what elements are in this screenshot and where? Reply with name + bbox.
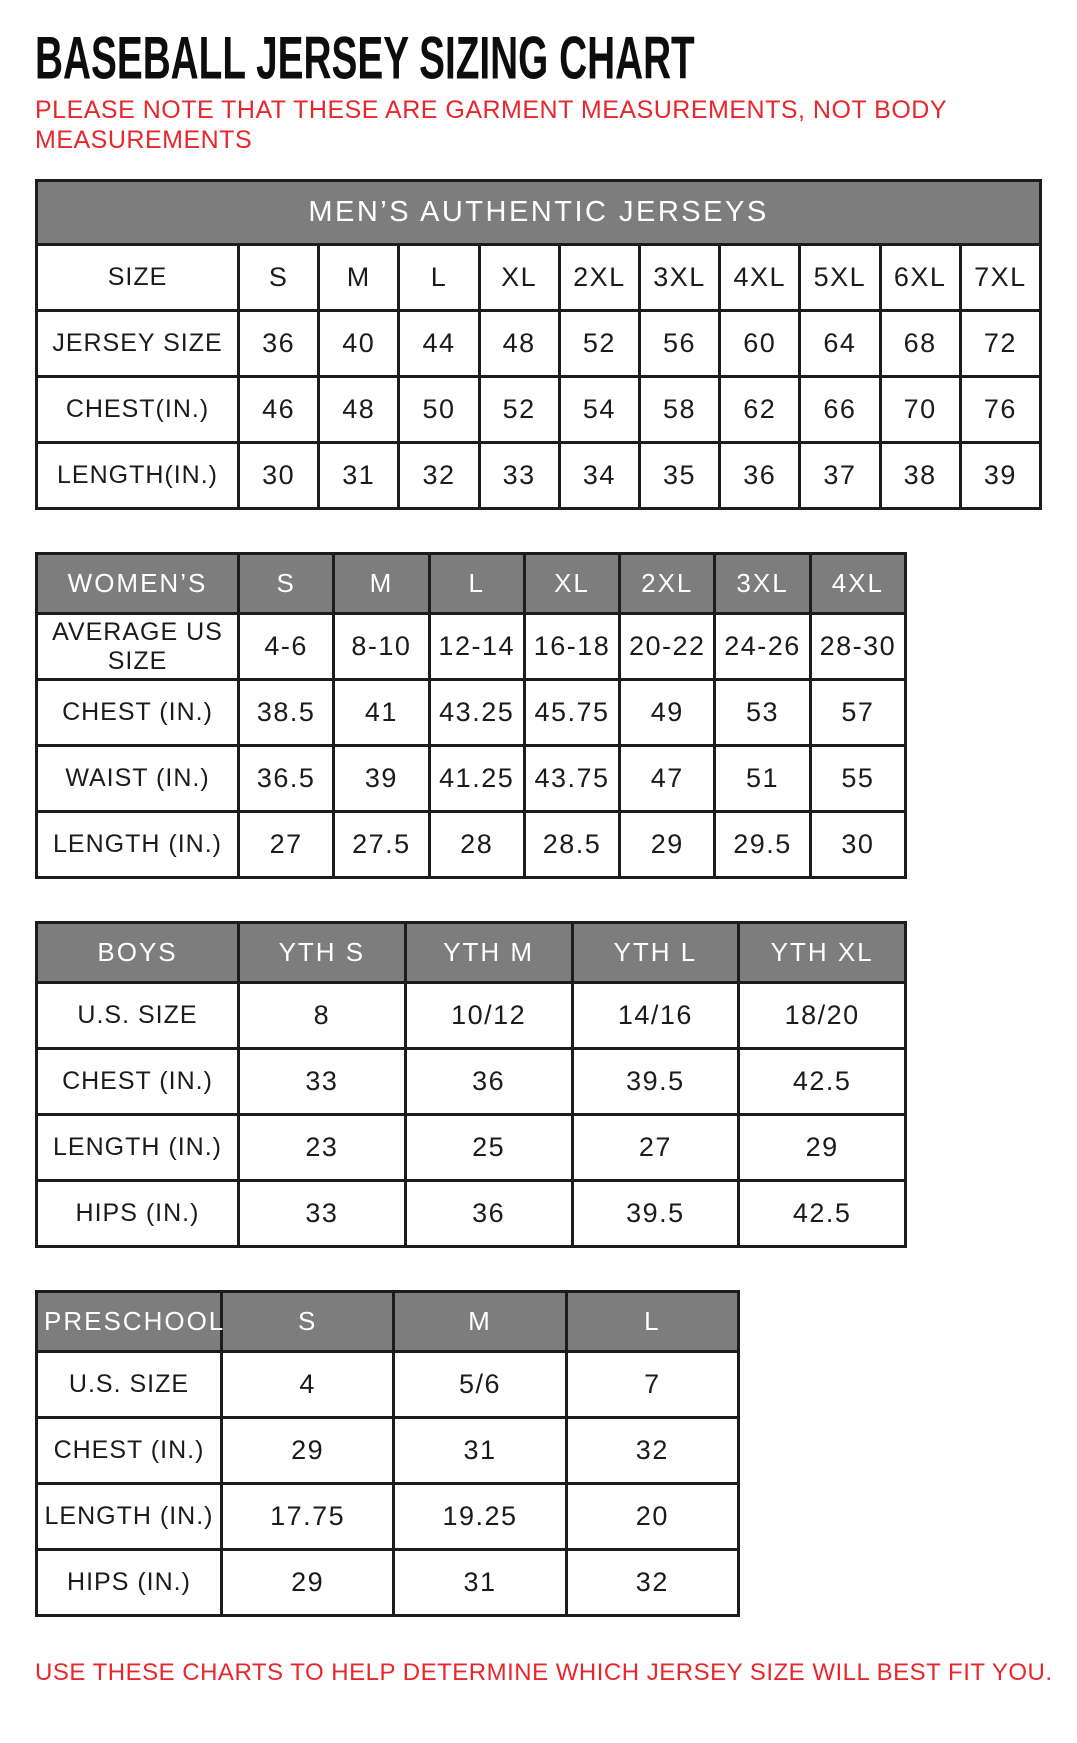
size-column-header: XL xyxy=(524,554,619,614)
measurement-cell: 29.5 xyxy=(715,812,810,878)
measurement-cell: XL xyxy=(479,245,559,311)
measurement-cell: 36 xyxy=(720,443,800,509)
row-label: CHEST(IN.) xyxy=(37,377,239,443)
measurement-cell: 58 xyxy=(639,377,719,443)
measurement-cell: 19.25 xyxy=(394,1484,566,1550)
measurement-cell: 10/12 xyxy=(405,983,572,1049)
measurement-cell: 36 xyxy=(405,1181,572,1247)
table-row xyxy=(37,746,906,812)
title-wrap xyxy=(35,24,1042,93)
row-label: U.S. SIZE xyxy=(37,983,239,1049)
table-row xyxy=(37,1550,739,1616)
row-label: HIPS (IN.) xyxy=(37,1550,222,1616)
table-banner: MEN’S AUTHENTIC JERSEYS xyxy=(37,181,1041,245)
measurement-cell: 39 xyxy=(960,443,1040,509)
boys-sizing-table xyxy=(35,921,907,1248)
page-title: BASEBALL JERSEY SIZING CHART xyxy=(35,25,695,93)
table-row xyxy=(37,1484,739,1550)
measurement-cell: 72 xyxy=(960,311,1040,377)
table-header-row xyxy=(37,923,906,983)
measurement-cell: 42.5 xyxy=(739,1049,906,1115)
measurement-cell: 14/16 xyxy=(572,983,739,1049)
measurement-cell: 60 xyxy=(720,311,800,377)
row-label: U.S. SIZE xyxy=(37,1352,222,1418)
measurement-cell: 42.5 xyxy=(739,1181,906,1247)
measurement-cell: 36.5 xyxy=(239,746,334,812)
measurement-cell: 27 xyxy=(239,812,334,878)
measurement-cell: 5XL xyxy=(800,245,880,311)
row-label: LENGTH (IN.) xyxy=(37,1484,222,1550)
measurement-cell: S xyxy=(239,245,319,311)
measurement-cell: 38.5 xyxy=(239,680,334,746)
table-row xyxy=(37,1115,906,1181)
measurement-cell: 57 xyxy=(810,680,905,746)
measurement-cell: 25 xyxy=(405,1115,572,1181)
measurement-cell: 36 xyxy=(239,311,319,377)
measurement-cell: 29 xyxy=(222,1418,394,1484)
size-column-header: M xyxy=(394,1292,566,1352)
size-column-header: YTH L xyxy=(572,923,739,983)
row-label: LENGTH (IN.) xyxy=(37,1115,239,1181)
size-column-header: 4XL xyxy=(810,554,905,614)
measurement-cell: 20-22 xyxy=(620,614,715,680)
table-title-cell: PRESCHOOL xyxy=(37,1292,222,1352)
measurement-cell: 50 xyxy=(399,377,479,443)
row-label: LENGTH(IN.) xyxy=(37,443,239,509)
measurement-cell: 52 xyxy=(559,311,639,377)
measurement-cell: 23 xyxy=(239,1115,406,1181)
row-label: SIZE xyxy=(37,245,239,311)
measurement-cell: 7 xyxy=(566,1352,738,1418)
measurement-cell: 44 xyxy=(399,311,479,377)
table-row xyxy=(37,1418,739,1484)
table-row xyxy=(37,983,906,1049)
table-row xyxy=(37,1181,906,1247)
measurement-cell: 51 xyxy=(715,746,810,812)
measurement-cell: 2XL xyxy=(559,245,639,311)
measurement-cell: L xyxy=(399,245,479,311)
row-label: CHEST (IN.) xyxy=(37,1418,222,1484)
measurement-cell: 39.5 xyxy=(572,1181,739,1247)
size-column-header: L xyxy=(429,554,524,614)
measurement-cell: 43.25 xyxy=(429,680,524,746)
fit-advice-footer: USE THESE CHARTS TO HELP DETERMINE WHICH JERSEY SIZE WILL BEST FIT YOU. xyxy=(35,1659,1053,1686)
measurement-cell: 31 xyxy=(394,1418,566,1484)
size-column-header: YTH XL xyxy=(739,923,906,983)
measurement-cell: 46 xyxy=(239,377,319,443)
measurement-cell: 8 xyxy=(239,983,406,1049)
table-row xyxy=(37,614,906,680)
measurement-cell: 76 xyxy=(960,377,1040,443)
row-label: JERSEY SIZE xyxy=(37,311,239,377)
table-row xyxy=(37,680,906,746)
size-column-header: 2XL xyxy=(620,554,715,614)
measurement-cell: 64 xyxy=(800,311,880,377)
measurement-cell: 41 xyxy=(334,680,429,746)
measurement-cell: 32 xyxy=(566,1418,738,1484)
size-column-header: S xyxy=(239,554,334,614)
measurement-cell: 4-6 xyxy=(239,614,334,680)
measurement-cell: 31 xyxy=(394,1550,566,1616)
measurement-cell: 31 xyxy=(319,443,399,509)
table-header-row xyxy=(37,554,906,614)
table-row xyxy=(37,1049,906,1115)
measurement-cell: 40 xyxy=(319,311,399,377)
table-row xyxy=(37,311,1041,377)
measurement-cell: 27 xyxy=(572,1115,739,1181)
measurement-cell: 6XL xyxy=(880,245,960,311)
measurement-cell: 20 xyxy=(566,1484,738,1550)
table-header-row xyxy=(37,1292,739,1352)
table-row xyxy=(37,812,906,878)
size-column-header: 3XL xyxy=(715,554,810,614)
measurement-cell: 41.25 xyxy=(429,746,524,812)
measurement-cell: 29 xyxy=(739,1115,906,1181)
size-column-header: M xyxy=(334,554,429,614)
measurement-cell: 55 xyxy=(810,746,905,812)
row-label: WAIST (IN.) xyxy=(37,746,239,812)
table-title-cell: WOMEN’S xyxy=(37,554,239,614)
table-row xyxy=(37,443,1041,509)
preschool-sizing-table xyxy=(35,1290,740,1617)
measurement-cell: 38 xyxy=(880,443,960,509)
measurement-cell: 27.5 xyxy=(334,812,429,878)
measurement-cell: 62 xyxy=(720,377,800,443)
mens-sizing-table xyxy=(35,179,1042,510)
row-label: CHEST (IN.) xyxy=(37,680,239,746)
size-column-header: S xyxy=(222,1292,394,1352)
row-label: LENGTH (IN.) xyxy=(37,812,239,878)
measurement-cell: 56 xyxy=(639,311,719,377)
womens-sizing-table xyxy=(35,552,907,879)
measurement-cell: 66 xyxy=(800,377,880,443)
size-column-header: YTH S xyxy=(239,923,406,983)
measurement-cell: 28 xyxy=(429,812,524,878)
measurement-cell: 39 xyxy=(334,746,429,812)
measurement-cell: 4XL xyxy=(720,245,800,311)
table-row xyxy=(37,377,1041,443)
measurement-cell: 36 xyxy=(405,1049,572,1115)
size-column-header: L xyxy=(566,1292,738,1352)
row-label: HIPS (IN.) xyxy=(37,1181,239,1247)
size-column-header: YTH M xyxy=(405,923,572,983)
measurement-cell: 29 xyxy=(222,1550,394,1616)
measurement-cell: 30 xyxy=(239,443,319,509)
measurement-cell: 12-14 xyxy=(429,614,524,680)
measurement-cell: 3XL xyxy=(639,245,719,311)
row-label: AVERAGE US SIZE xyxy=(37,614,239,680)
measurement-cell: 30 xyxy=(810,812,905,878)
measurement-cell: 32 xyxy=(566,1550,738,1616)
measurement-cell: 24-26 xyxy=(715,614,810,680)
row-label: CHEST (IN.) xyxy=(37,1049,239,1115)
measurement-cell: 17.75 xyxy=(222,1484,394,1550)
garment-measurements-note: PLEASE NOTE THAT THESE ARE GARMENT MEASUREMENTS, NOT BODY MEASUREMENTS xyxy=(35,96,947,154)
measurement-cell: 8-10 xyxy=(334,614,429,680)
measurement-cell: 33 xyxy=(239,1049,406,1115)
measurement-cell: 49 xyxy=(620,680,715,746)
measurement-cell: 5/6 xyxy=(394,1352,566,1418)
table-row xyxy=(37,245,1041,311)
measurement-cell: 16-18 xyxy=(524,614,619,680)
measurement-cell: 33 xyxy=(479,443,559,509)
measurement-cell: 47 xyxy=(620,746,715,812)
measurement-cell: M xyxy=(319,245,399,311)
measurement-cell: 52 xyxy=(479,377,559,443)
measurement-cell: 48 xyxy=(479,311,559,377)
measurement-cell: 35 xyxy=(639,443,719,509)
measurement-cell: 68 xyxy=(880,311,960,377)
measurement-cell: 28.5 xyxy=(524,812,619,878)
measurement-cell: 45.75 xyxy=(524,680,619,746)
measurement-cell: 53 xyxy=(715,680,810,746)
measurement-cell: 33 xyxy=(239,1181,406,1247)
measurement-cell: 34 xyxy=(559,443,639,509)
measurement-cell: 4 xyxy=(222,1352,394,1418)
measurement-cell: 28-30 xyxy=(810,614,905,680)
measurement-cell: 18/20 xyxy=(739,983,906,1049)
measurement-cell: 7XL xyxy=(960,245,1040,311)
measurement-cell: 43.75 xyxy=(524,746,619,812)
measurement-cell: 70 xyxy=(880,377,960,443)
table-row xyxy=(37,1352,739,1418)
measurement-cell: 54 xyxy=(559,377,639,443)
measurement-cell: 32 xyxy=(399,443,479,509)
measurement-cell: 37 xyxy=(800,443,880,509)
table-title-cell: BOYS xyxy=(37,923,239,983)
measurement-cell: 48 xyxy=(319,377,399,443)
measurement-cell: 29 xyxy=(620,812,715,878)
measurement-cell: 39.5 xyxy=(572,1049,739,1115)
